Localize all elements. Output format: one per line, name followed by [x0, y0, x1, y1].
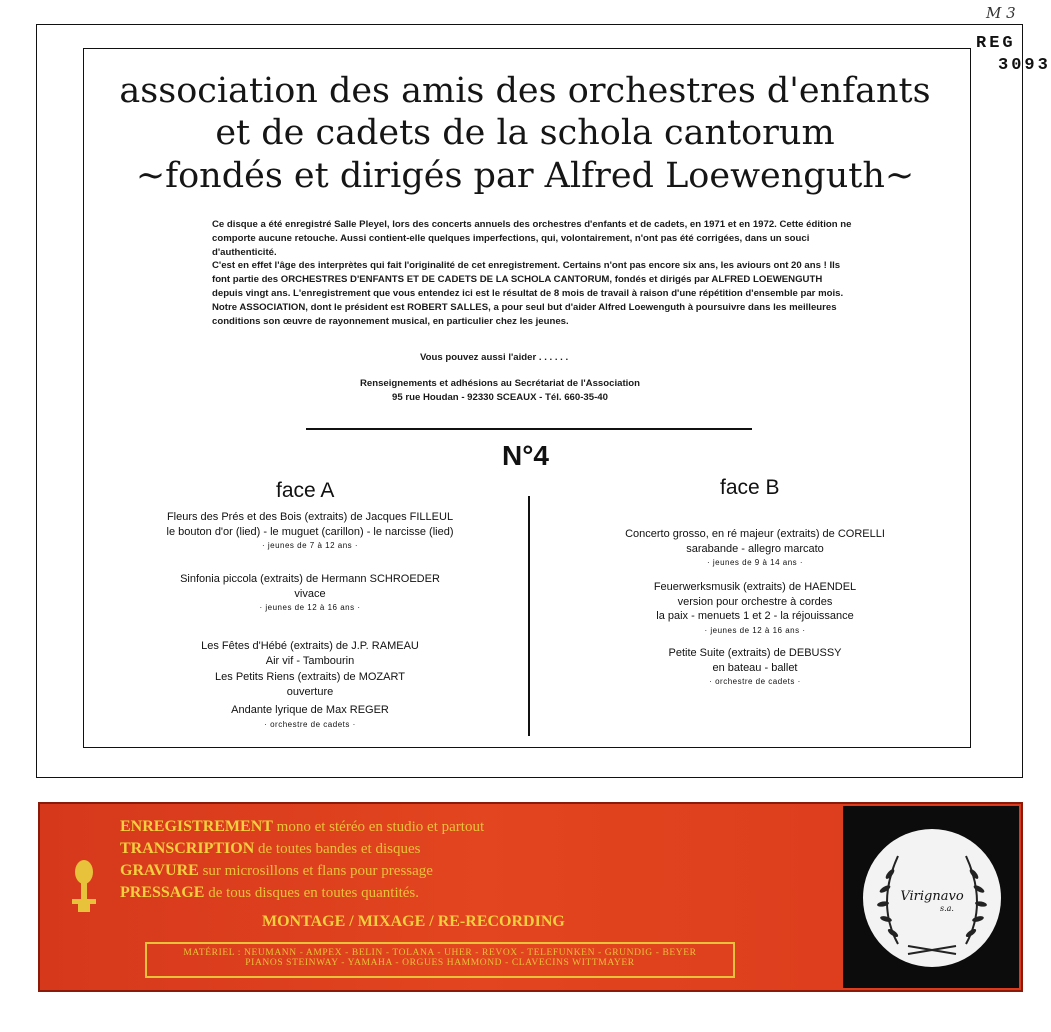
logo-sub: s.a. — [940, 904, 954, 913]
banner-text: de toutes bandes et disques — [254, 841, 421, 857]
record-number: N°4 — [502, 440, 549, 471]
track-note: · jeunes de 12 à 16 ans · — [259, 603, 361, 612]
face-b-label: face B — [720, 476, 780, 499]
track-title: Sinfonia piccola (extraits) de Hermann SCHROEDER — [180, 573, 440, 585]
contact-line-2: 95 rue Houdan - 92330 SCEAUX - Tél. 660-35-40 — [392, 392, 608, 403]
handwritten-catalog-mark: M 3 — [986, 4, 1016, 22]
face-a-track-4 — [110, 670, 510, 699]
banner-text: mono et stéréo en studio et partout — [272, 819, 485, 835]
track-note: · orchestre de cadets · — [264, 719, 356, 729]
track-title: Feuerwerksmusik (extraits) de HAENDEL — [653, 581, 857, 593]
material-list — [147, 948, 733, 968]
track-title: Fleurs des Prés et des Bois (extraits) de Jacques FILLEUL — [166, 511, 454, 523]
title-line-3: ~fondés et dirigés par Alfred Loewenguth~ — [135, 156, 915, 196]
intro-paragraph-2: C'est en effet l'âge des interprètes qui fait l'originalité de cet enregistrement. Certains n'ont pas encore six ans, les aviours ont 20 ans ! Ils font partie des ORCHESTRES D'ENFANTS ET DE CADETS DE LA SCHOLA CANTORUM, fondés et dirigés par ALFRED LOEWENGUTH depuis vingt ans. L'enregistrement que vous entendez ici est le résultat de 8 mois de travail à raison d'une répétition d'ensemble par mois. — [212, 260, 844, 299]
column-divider — [528, 496, 530, 736]
title-line-2: et de cadets de la schola cantorum — [215, 113, 835, 153]
track-detail-2: la paix - menuets 1 et 2 - la réjouissance — [656, 610, 854, 622]
track-title: Andante lyrique de Max REGER — [231, 704, 389, 716]
catalog-code: 3093 — [998, 56, 1051, 75]
divider-rule — [306, 428, 752, 430]
banner-keyword: GRAVURE — [120, 862, 199, 879]
banner-line-1 — [120, 818, 484, 836]
face-b-track-3 — [545, 646, 965, 690]
track-detail: en bateau - ballet — [712, 661, 798, 674]
microphone-icon — [64, 858, 104, 921]
track-note: · jeunes de 9 à 14 ans · — [706, 558, 804, 567]
material-line-1: MATÉRIEL : NEUMANN - AMPEX - BELIN - TOLANA - UHER - REVOX - TELEFUNKEN - GRUNDIG - BEYER — [183, 948, 697, 958]
montage-line: MONTAGE / MIXAGE / RE-RECORDING — [262, 913, 565, 930]
face-a-track-1 — [110, 510, 510, 554]
face-a-track-3 — [110, 639, 510, 668]
track-detail: Air vif - Tambourin — [265, 654, 355, 667]
track-note: · orchestre de cadets · — [709, 677, 801, 686]
contact-line-1: Renseignements et adhésions au Secrétariat de l'Association — [359, 378, 641, 389]
intro-paragraph-3: Notre ASSOCIATION, dont le président est ROBERT SALLES, a pour seul but d'aider Alfred Loewenguth à poursuivre dans les meilleures conditions son œuvre de rayonnement musical, en particulier chez les jeunes. — [212, 301, 837, 327]
track-detail: sarabande - allegro marcato — [686, 542, 824, 555]
banner-keyword: ENREGISTREMENT — [120, 818, 273, 835]
face-b-track-2 — [545, 580, 965, 638]
intro-paragraph-1: Ce disque a été enregistré Salle Pleyel, lors des concerts annuels des orchestres d'enfants et de cadets, en 1971 et en 1972. Cette édition ne comporte aucune retouche. Aussi contient-elle quelques imperfections, qui, volontairement, n'ont pas été corrigées, dans un souci d'authenticité. — [212, 219, 852, 258]
track-note: · jeunes de 7 à 12 ans · — [261, 541, 359, 550]
track-note: · jeunes de 12 à 16 ans · — [704, 625, 806, 635]
banner-keyword: TRANSCRIPTION — [120, 840, 255, 857]
banner-text: de tous disques en toutes quantités. — [204, 885, 420, 901]
banner-line-4 — [120, 884, 419, 902]
banner-keyword: PRESSAGE — [120, 884, 205, 901]
material-line-2: PIANOS STEINWAY - YAMAHA - ORGUES HAMMOND - CLAVECINS WITTMAYER — [245, 958, 635, 968]
face-a-label: face A — [276, 479, 335, 502]
track-detail: vivace — [294, 587, 326, 600]
intro-text — [212, 218, 852, 328]
track-detail: ouverture — [286, 685, 334, 698]
track-title: Les Fêtes d'Hébé (extraits) de J.P. RAMEAU — [201, 640, 419, 652]
face-a-track-2 — [110, 572, 510, 616]
banner-line-3 — [120, 862, 433, 880]
track-detail: version pour orchestre à cordes — [677, 595, 833, 608]
banner-text: sur microsillons et flans pour pressage — [198, 863, 433, 879]
catalog-ref: REG — [976, 34, 1016, 53]
help-line: Vous pouvez aussi l'aider . . . . . . — [420, 352, 569, 363]
track-detail: le bouton d'or (lied) - le muguet (carillon) - le narcisse (lied) — [166, 525, 454, 538]
title-line-1: association des amis des orchestres d'enfants — [119, 71, 931, 111]
logo-wordmark: Virignavo — [900, 889, 964, 904]
face-b-track-1 — [545, 527, 965, 571]
face-a-track-5 — [110, 703, 510, 732]
track-title: Concerto grosso, en ré majeur (extraits) de CORELLI — [625, 528, 885, 540]
track-title: Les Petits Riens (extraits) de MOZART — [215, 671, 405, 683]
track-title: Petite Suite (extraits) de DEBUSSY — [668, 647, 842, 659]
banner-line-2 — [120, 840, 420, 858]
